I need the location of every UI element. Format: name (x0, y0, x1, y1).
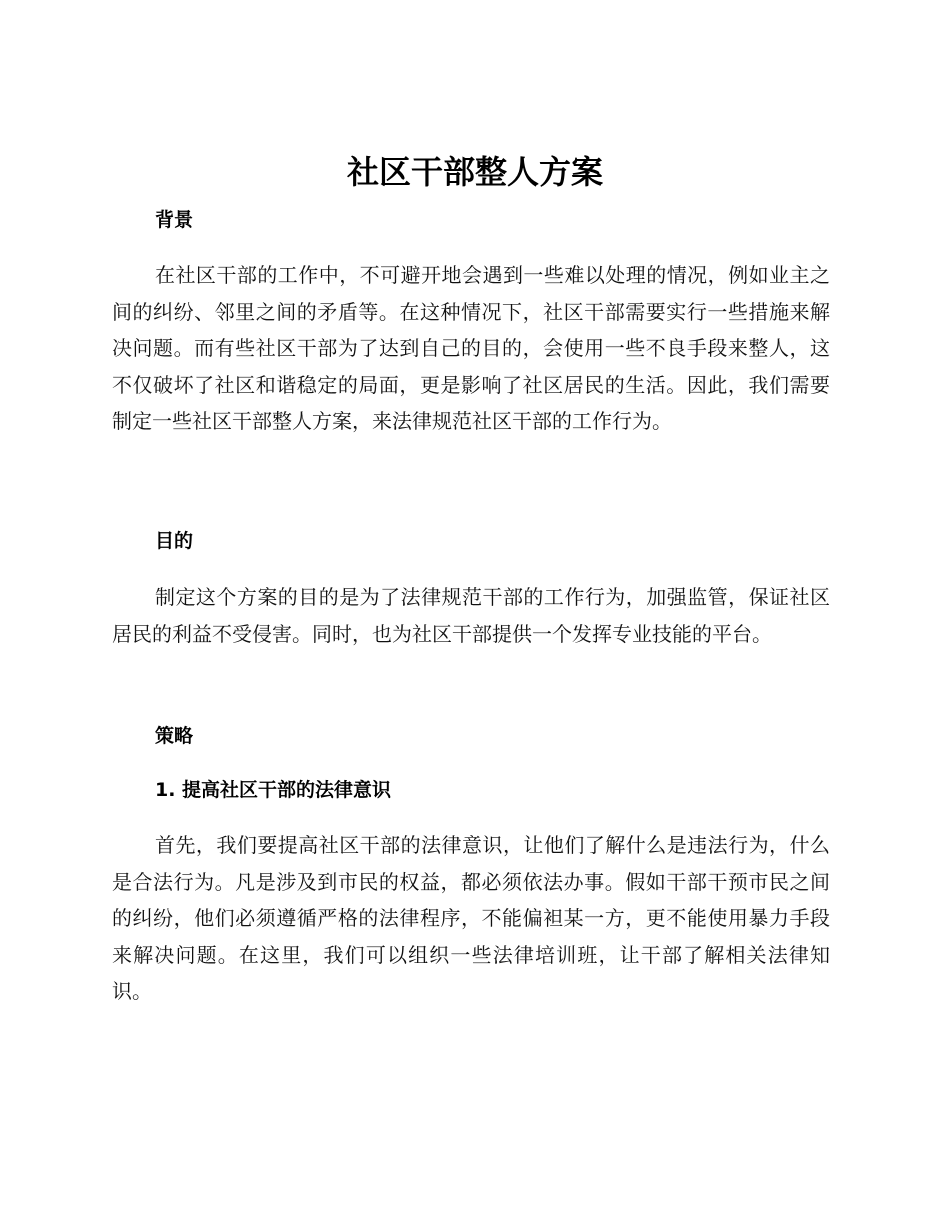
section-paragraph-purpose: 制定这个方案的目的是为了法律规范干部的工作行为，加强监管，保证社区居民的利益不受侵害。同时，也为社区干部提供一个发挥专业技能的平台。 (112, 585, 830, 646)
subsection-heading-legal-awareness: 1. 提高社区干部的法律意识 (155, 779, 392, 801)
document-title: 社区干部整人方案 (346, 153, 603, 191)
section-paragraph-background: 在社区干部的工作中，不可避开地会遇到一些难以处理的情况，例如业主之间的纠纷、邻里之间的矛盾等。在这种情况下，社区干部需要实行一些措施来解决问题。而有些社区干部为了达到自己的目的，会使用一些不良手段来整人，这不仅破坏了社区和谐稳定的局面，更是影响了社区居民的生活。因此，我们需要制定一些社区干部整人方案，来法律规范社区干部的工作行为。 (112, 263, 830, 433)
section-heading-purpose: 目的 (155, 530, 194, 552)
section-heading-strategy: 策略 (155, 725, 194, 747)
section-paragraph-strategy: 首先，我们要提高社区干部的法律意识，让他们了解什么是违法行为，什么是合法行为。凡是涉及到市民的权益，都必须依法办事。假如干部干预市民之间的纠纷，他们必须遵循严格的法律程序，不能偏袒某一方，更不能使用暴力手段来解决问题。在这里，我们可以组织一些法律培训班，让干部了解相关法律知识。 (112, 833, 830, 1003)
section-heading-background: 背景 (155, 209, 194, 231)
